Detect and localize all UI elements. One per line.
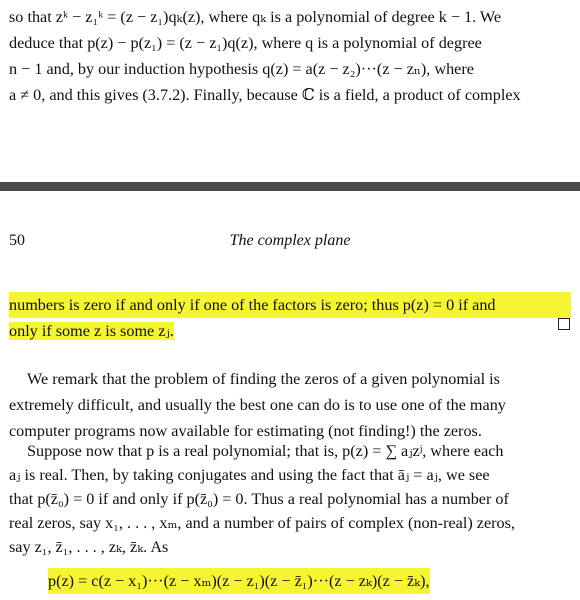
text-line [9,318,571,344]
text-line: so that zᵏ − z₁ᵏ = (z − z₁)qₖ(z), where qₖ is a polynomial of degree k − 1. We [9,8,502,26]
qed-square-icon [558,318,570,330]
text-line: We remark that the problem of finding the zeros of a given polynomial is [27,370,500,388]
text-line: aⱼ is real. Then, by taking conjugates and using the fact that āⱼ = aⱼ, we see [9,466,490,484]
display-equation: p(z) = c(z − x₁)···(z − xₘ)(z − z₁)(z − z̄₁)···(z − zₖ)(z − z̄ₖ), [48,568,430,594]
text-line: deduce that p(z) − p(z₁) = (z − z₁)q(z), where q is a polynomial of degree [9,34,482,52]
highlighted-span: only if some z is some zⱼ. [9,322,174,340]
page-separator [0,182,580,191]
text-line-highlighted: numbers is zero if and only if one of the factors is zero; thus p(z) = 0 if and [9,292,571,318]
text-line: extremely difficult, and usually the best one can do is to use one of the many [9,396,506,414]
running-title: The complex plane [229,232,351,249]
text-line: a ≠ 0, and this gives (3.7.2). Finally, because ℂ is a field, a product of complex [9,86,521,104]
text-line: that p(z̄₀) = 0 if and only if p(z̄₀) = 0. Thus a real polynomial has a number of [9,490,509,508]
text-line: real zeros, say x₁, . . . , xₘ, and a number of pairs of complex (non-real) zeros, [9,514,515,532]
text-line-highlighted-partial [9,82,571,108]
text-line: say z₁, z̄₁, . . . , zₖ, z̄ₖ. As [9,538,169,556]
page-header [9,232,571,254]
page-number: 50 [9,232,25,249]
text-line: computer programs now available for estimating (not finding!) the zeros. [9,422,482,440]
text-line: n − 1 and, by our induction hypothesis q(z) = a(z − z₂)···(z − zₙ), where [9,60,474,78]
text-line: Suppose now that p is a real polynomial; that is, p(z) = ∑ aⱼzʲ, where each [27,442,504,460]
